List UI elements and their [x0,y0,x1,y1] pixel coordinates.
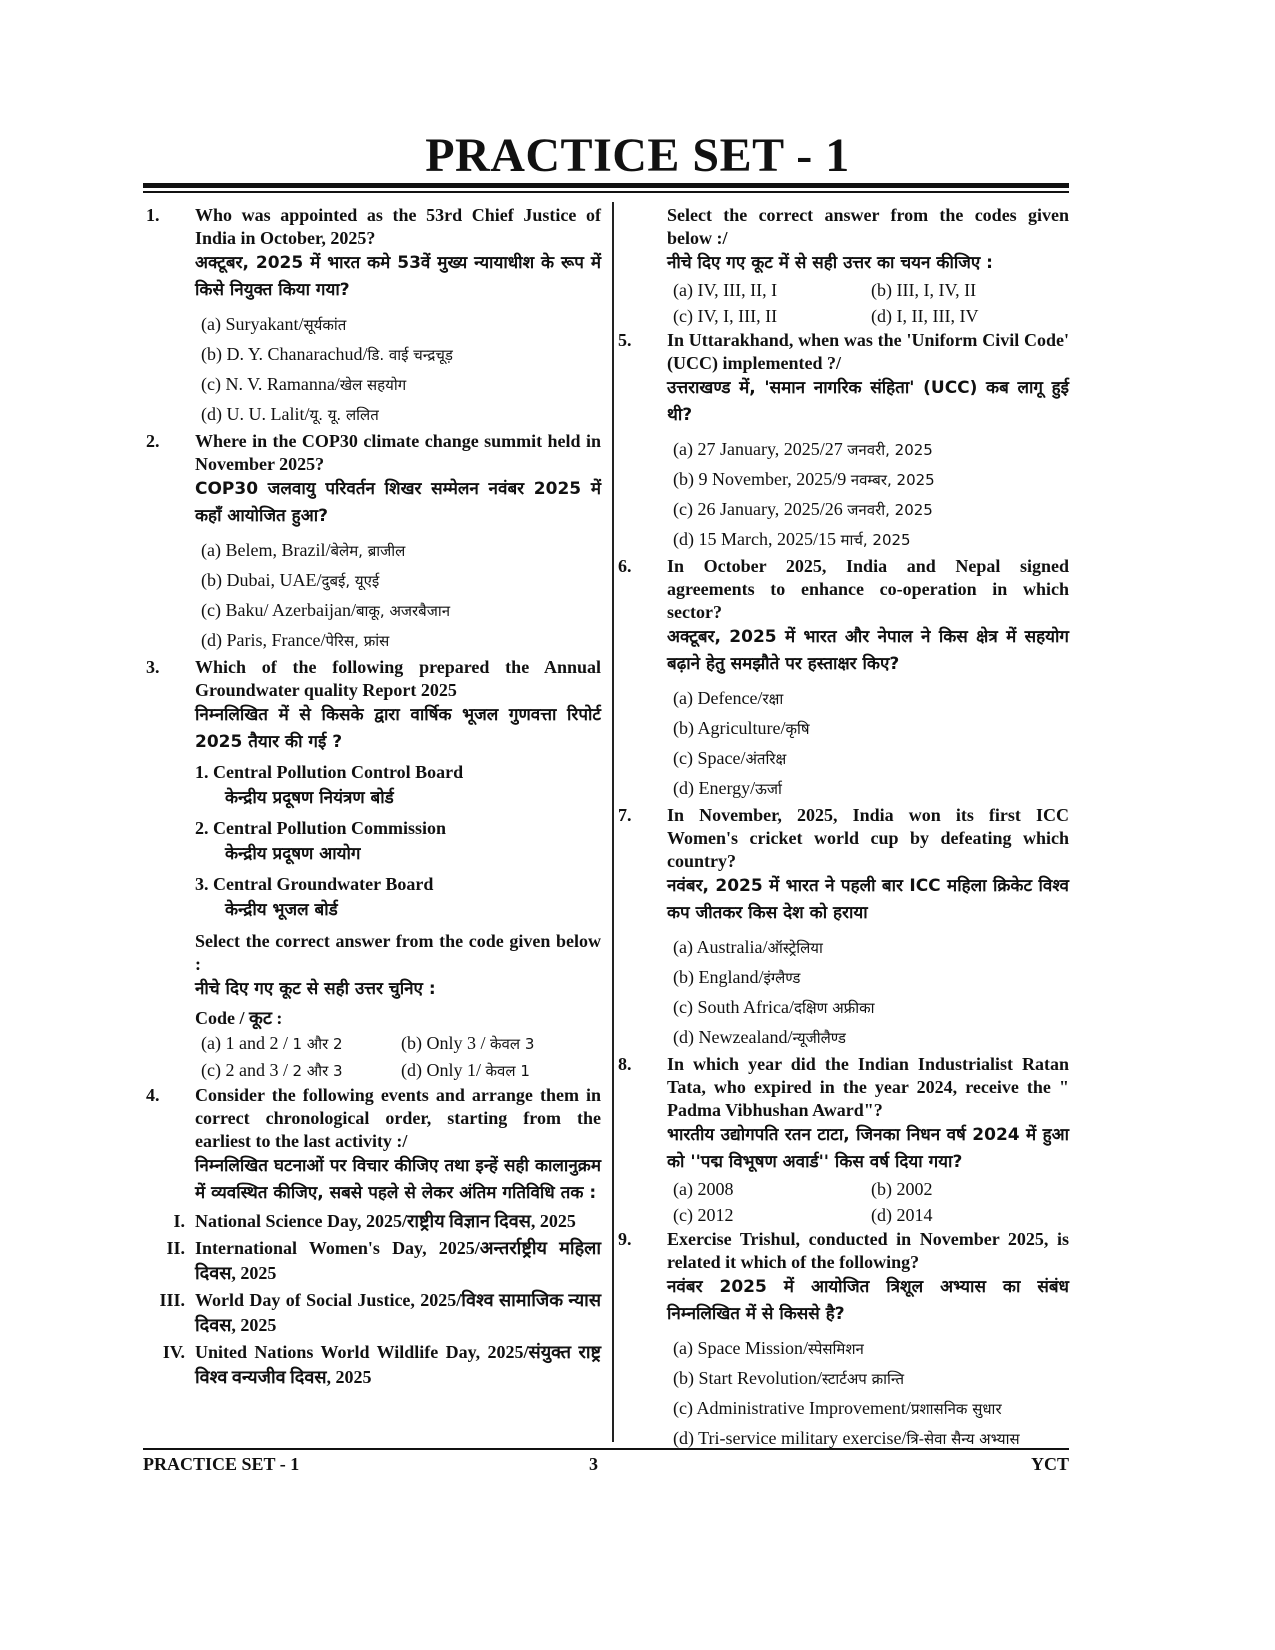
option-text-hi: स्टार्टअप क्रान्ति [822,1370,905,1388]
answer-option [401,1030,601,1057]
event-item [166,1236,601,1286]
option-label: (c) [201,600,226,620]
option-text-hi: बाकू, अजरबैजान [355,602,451,620]
answer-option [871,1202,1069,1228]
question-number: 8. [618,1054,632,1074]
select-prompt-hi: नीचे दिए गए कूट से सही उत्तर चुनिए : [195,979,436,999]
option-text-en: Space Mission/ [697,1338,808,1358]
answer-option [201,1030,401,1057]
statement-hi: केन्द्रीय प्रदूषण नियंत्रण बोर्ड [225,788,394,808]
option-label: (b) [673,469,699,489]
footer-publisher: YCT [1030,1454,1069,1474]
options-grid [667,1176,1069,1228]
answer-option [871,1176,1069,1202]
option-label: (a) [673,1179,698,1199]
title-rule-thin [143,191,1069,193]
code-label: Code / कूट : [195,1008,283,1028]
option-text-hi: डि. वाई चन्द्रचूड़ [367,346,453,364]
question-text-en: Consider the following events and arrange them in correct chronological order, starting from the earliest to the last activity :/ [195,1085,601,1151]
question-text-hi: अक्टूबर, 2025 में भारत और नेपाल ने किस क्षेत्र में सहयोग बढ़ाने हेतु समझौते पर हस्ताक्षर किए? [667,627,1069,674]
answer-option [201,1057,401,1084]
question-text-hi: भारतीय उद्योगपति रतन टाटा, जिनका निधन वर्ष 2024 में हुआ को ''पद्म विभूषण अवार्ड'' किस वर्ष दिया गया? [667,1125,1069,1172]
statement-en: 1. Central Pollution Control Board [195,762,464,782]
option-text-en: 2002 [896,1179,933,1199]
option-text-hi: मार्च, 2025 [840,531,911,549]
event-text: National Science Day, 2025/राष्ट्रीय विज्ञान दिवस, 2025 [195,1211,576,1231]
question-number: 2. [146,431,160,451]
event-item [159,1288,601,1338]
option-text-hi: सूर्यकांत [303,316,347,334]
question-5 [615,329,1069,555]
option-text-en: 1 and 2 / [225,1033,293,1053]
answer-option [667,933,1069,963]
option-text-hi: पेरिस, फ्रांस [325,632,390,650]
question-3 [143,656,601,1084]
option-text-hi: दक्षिण अफ्रीका [793,999,875,1017]
option-label: (b) [201,570,227,590]
option-text-en: South Africa/ [697,997,794,1017]
right-column [615,204,1069,1454]
option-text-hi: बेलेम, ब्राजील [330,542,406,560]
question-text-en: Which of the following prepared the Annual Groundwater quality Report 2025 [195,657,601,700]
answer-option [667,993,1069,1023]
option-text-en: Only 1/ [426,1060,486,1080]
footer-set-name: PRACTICE SET - 1 [143,1454,300,1474]
event-text: International Women's Day, 2025/अन्तर्राष्ट्रीय महिला दिवस, 2025 [195,1238,601,1283]
answer-option [667,1364,1069,1394]
option-label: (a) [201,540,226,560]
option-text-en: U. U. Lalit/ [226,404,310,424]
answer-option [667,1334,1069,1364]
answer-option [673,1176,871,1202]
option-text-en: III, I, IV, II [896,280,977,300]
answer-option [195,536,601,566]
option-label: (d) [673,529,699,549]
answer-option [667,465,1069,495]
question-text-en: Who was appointed as the 53rd Chief Justice of India in October, 2025? [195,205,601,248]
answer-option [667,774,1069,804]
select-prompt-en: Select the correct answer from the codes given below :/ [667,205,1069,248]
answer-option [195,566,601,596]
option-text-en: 27 January, 2025/27 [697,439,848,459]
option-label: (c) [673,1398,697,1418]
question-1 [143,204,601,430]
title-rule [143,183,1069,188]
option-text-en: 2012 [697,1205,734,1225]
event-text: World Day of Social Justice, 2025/विश्व सामाजिक न्यास दिवस, 2025 [195,1290,601,1335]
select-prompt-hi: नीचे दिए गए कूट में से सही उत्तर का चयन कीजिए : [667,253,993,273]
option-text-en: IV, III, II, I [697,280,778,300]
option-text-en: Start Revolution/ [698,1368,822,1388]
options-grid [667,277,1069,329]
answer-option [871,277,1069,303]
answer-option [673,303,871,329]
event-numeral: IV. [162,1342,185,1362]
option-text-hi: 2 और 3 [292,1062,343,1080]
option-label: (a) [673,280,698,300]
option-text-en: Tri-service military exercise/ [698,1428,907,1448]
option-label: (b) [673,967,699,987]
option-label: (d) [201,630,227,650]
option-label: (b) [401,1033,427,1053]
option-label: (c) [673,499,698,519]
answer-option [401,1057,601,1084]
option-text-hi: यू. यू. ललित [309,406,379,424]
option-text-en: 15 March, 2025/15 [698,529,841,549]
option-text-hi: रक्षा [762,690,784,708]
option-label: (d) [673,1027,699,1047]
option-text-en: Paris, France/ [226,630,326,650]
question-number: 5. [618,330,632,350]
option-label: (c) [673,748,698,768]
statement [195,760,601,812]
question-text-hi: नवंबर, 2025 में भारत ने पहली बार ICC महिला क्रिकेट विश्व कप जीतकर किस देश को हराया [667,876,1069,923]
option-text-en: Dubai, UAE/ [226,570,322,590]
option-text-en: Defence/ [697,688,763,708]
option-label: (a) [673,439,698,459]
question-number: 7. [618,805,632,825]
question-number: 4. [146,1085,160,1105]
option-label: (a) [673,937,697,957]
option-text-en: 2 and 3 / [225,1060,293,1080]
option-text-hi: प्रशासनिक सुधार [910,1400,1002,1418]
option-label: (a) [201,314,226,334]
option-text-hi: अंतरिक्ष [745,750,787,768]
event-numeral: II. [166,1238,185,1258]
question-number: 1. [146,205,160,225]
option-text-hi: नवम्बर, 2025 [850,471,935,489]
page-number: 3 [589,1454,598,1474]
options-grid [195,1030,601,1084]
answer-option [195,596,601,626]
statement-en: 3. Central Groundwater Board [195,874,434,894]
option-label: (a) [201,1033,226,1053]
option-text-hi: जनवरी, 2025 [847,441,933,459]
option-text-en: Belem, Brazil/ [225,540,331,560]
option-text-hi: जनवरी, 2025 [847,501,933,519]
option-text-en: Space/ [697,748,746,768]
answer-option [673,1202,871,1228]
select-prompt-en: Select the correct answer from the code given below : [195,931,601,974]
option-label: (c) [201,374,226,394]
question-7 [615,804,1069,1053]
question-text-hi: नवंबर 2025 में आयोजित त्रिशूल अभ्यास का संबंध निम्नलिखित में से किससे है? [667,1277,1069,1324]
answer-option [195,400,601,430]
option-text-en: Suryakant/ [225,314,304,334]
option-text-hi: खेल सहयोग [339,376,407,394]
answer-option [667,714,1069,744]
option-text-hi: दुबई, यूएई [321,572,380,590]
option-text-hi: ऊर्जा [755,780,782,798]
statement-hi: केन्द्रीय भूजल बोर्ड [225,900,338,920]
option-text-hi: केवल 1 [485,1062,530,1080]
answer-option [667,525,1069,555]
column-divider [612,202,614,1442]
option-text-hi: कृषि [785,720,810,738]
question-text-en: In November, 2025, India won its first ICC Women's cricket world cup by defeating which country? [667,805,1069,871]
statement [195,872,601,924]
option-label: (b) [201,344,227,364]
event-numeral: I. [173,1211,185,1231]
question-text-hi: अक्टूबर, 2025 में भारत कमे 53वें मुख्य न्यायाधीश के रूप में किसे नियुक्त किया गया? [195,253,601,300]
option-text-en: 2008 [697,1179,734,1199]
option-label: (c) [673,997,698,1017]
question-4 [143,1084,601,1390]
option-label: (a) [673,688,698,708]
question-text-en: Where in the COP30 climate change summit held in November 2025? [195,431,601,474]
statement [195,816,601,868]
option-text-en: 2014 [896,1205,933,1225]
option-text-en: Agriculture/ [697,718,786,738]
left-column [143,204,601,1390]
option-text-hi: ऑस्ट्रेलिया [767,939,823,957]
question-text-hi: COP30 जलवायु परिवर्तन शिखर सम्मेलन नवंबर 2025 में कहाँ आयोजित हुआ? [195,479,601,526]
answer-option [667,963,1069,993]
option-text-en: Administrative Improvement/ [696,1398,911,1418]
option-text-hi: केवल 3 [490,1035,535,1053]
question-text-hi: निम्नलिखित घटनाओं पर विचार कीजिए तथा इन्हें सही कालानुक्रम में व्यवस्थित कीजिए, सबसे पहले से लेकर अंतिम गतिविधि तक : [195,1156,601,1203]
question-text-hi: उत्तराखण्ड में, 'समान नागरिक संहिता' (UCC) कब लागू हुई थी? [667,378,1069,425]
option-text-en: I, II, III, IV [896,306,979,326]
answer-option [195,310,601,340]
event-numeral: III. [159,1290,185,1310]
answer-option [195,370,601,400]
option-label: (d) [673,778,699,798]
option-text-en: Baku/ Azerbaijan/ [225,600,356,620]
event-text: United Nations World Wildlife Day, 2025/संयुक्त राष्ट्र विश्व वन्यजीव दिवस, 2025 [195,1342,601,1387]
option-text-hi: त्रि-सेवा सैन्य अभ्यास [906,1430,1020,1448]
option-label: (b) [871,1179,897,1199]
option-label: (c) [673,306,698,326]
option-text-en: 26 January, 2025/26 [697,499,848,519]
option-text-hi: न्यूजीलैण्ड [792,1029,846,1047]
option-text-hi: स्पेसमिशन [807,1340,864,1358]
answer-option [667,684,1069,714]
option-label: (b) [673,1368,699,1388]
option-label: (b) [871,280,897,300]
option-label: (d) [673,1428,699,1448]
page-footer [143,1448,1069,1474]
statement-en: 2. Central Pollution Commission [195,818,447,838]
option-label: (a) [673,1338,698,1358]
question-text-en: In which year did the Indian Industrialist Ratan Tata, who expired in the year 2024, receive the " Padma Vibhushan Award"? [667,1054,1069,1120]
question-9 [615,1228,1069,1454]
question-text-en: Exercise Trishul, conducted in November 2025, is related it which of the following? [667,1229,1069,1272]
question-text-en: In October 2025, India and Nepal signed agreements to enhance co-operation in which sector? [667,556,1069,622]
answer-option [195,340,601,370]
option-text-hi: इंग्लैण्ड [763,969,801,987]
answer-option [667,1394,1069,1424]
option-label: (d) [871,306,897,326]
option-text-hi: 1 और 2 [292,1035,343,1053]
option-text-en: Energy/ [698,778,756,798]
answer-option [667,1023,1069,1053]
question-8 [615,1053,1069,1228]
option-text-en: N. V. Ramanna/ [225,374,340,394]
question-number: 6. [618,556,632,576]
option-label: (c) [201,1060,226,1080]
option-label: (b) [673,718,698,738]
answer-option [667,435,1069,465]
question-6 [615,555,1069,804]
option-label: (d) [201,404,227,424]
option-label: (d) [401,1060,427,1080]
question-2 [143,430,601,656]
question-text-hi: निम्नलिखित में से किसके द्वारा वार्षिक भूजल गुणवत्ता रिपोर्ट 2025 तैयार की गई ? [195,705,601,752]
option-text-en: Newzealand/ [698,1027,793,1047]
option-text-en: D. Y. Chanarachud/ [226,344,368,364]
question-4-continued [615,204,1069,329]
page-title: PRACTICE SET - 1 [425,129,850,182]
answer-option [667,495,1069,525]
answer-option [673,277,871,303]
question-text-en: In Uttarakhand, when was the 'Uniform Civil Code' (UCC) implemented ?/ [667,330,1069,373]
event-item [173,1209,601,1234]
option-text-en: Only 3 / [426,1033,491,1053]
option-label: (d) [871,1205,897,1225]
question-number: 9. [618,1229,632,1249]
option-text-en: England/ [698,967,764,987]
question-number: 3. [146,657,160,677]
answer-option [195,626,601,656]
option-text-en: Australia/ [696,937,768,957]
answer-option [667,744,1069,774]
option-label: (c) [673,1205,698,1225]
option-text-en: 9 November, 2025/9 [698,469,851,489]
statement-hi: केन्द्रीय प्रदूषण आयोग [225,844,361,864]
answer-option [871,303,1069,329]
option-text-en: IV, I, III, II [697,306,778,326]
event-item [162,1340,601,1390]
